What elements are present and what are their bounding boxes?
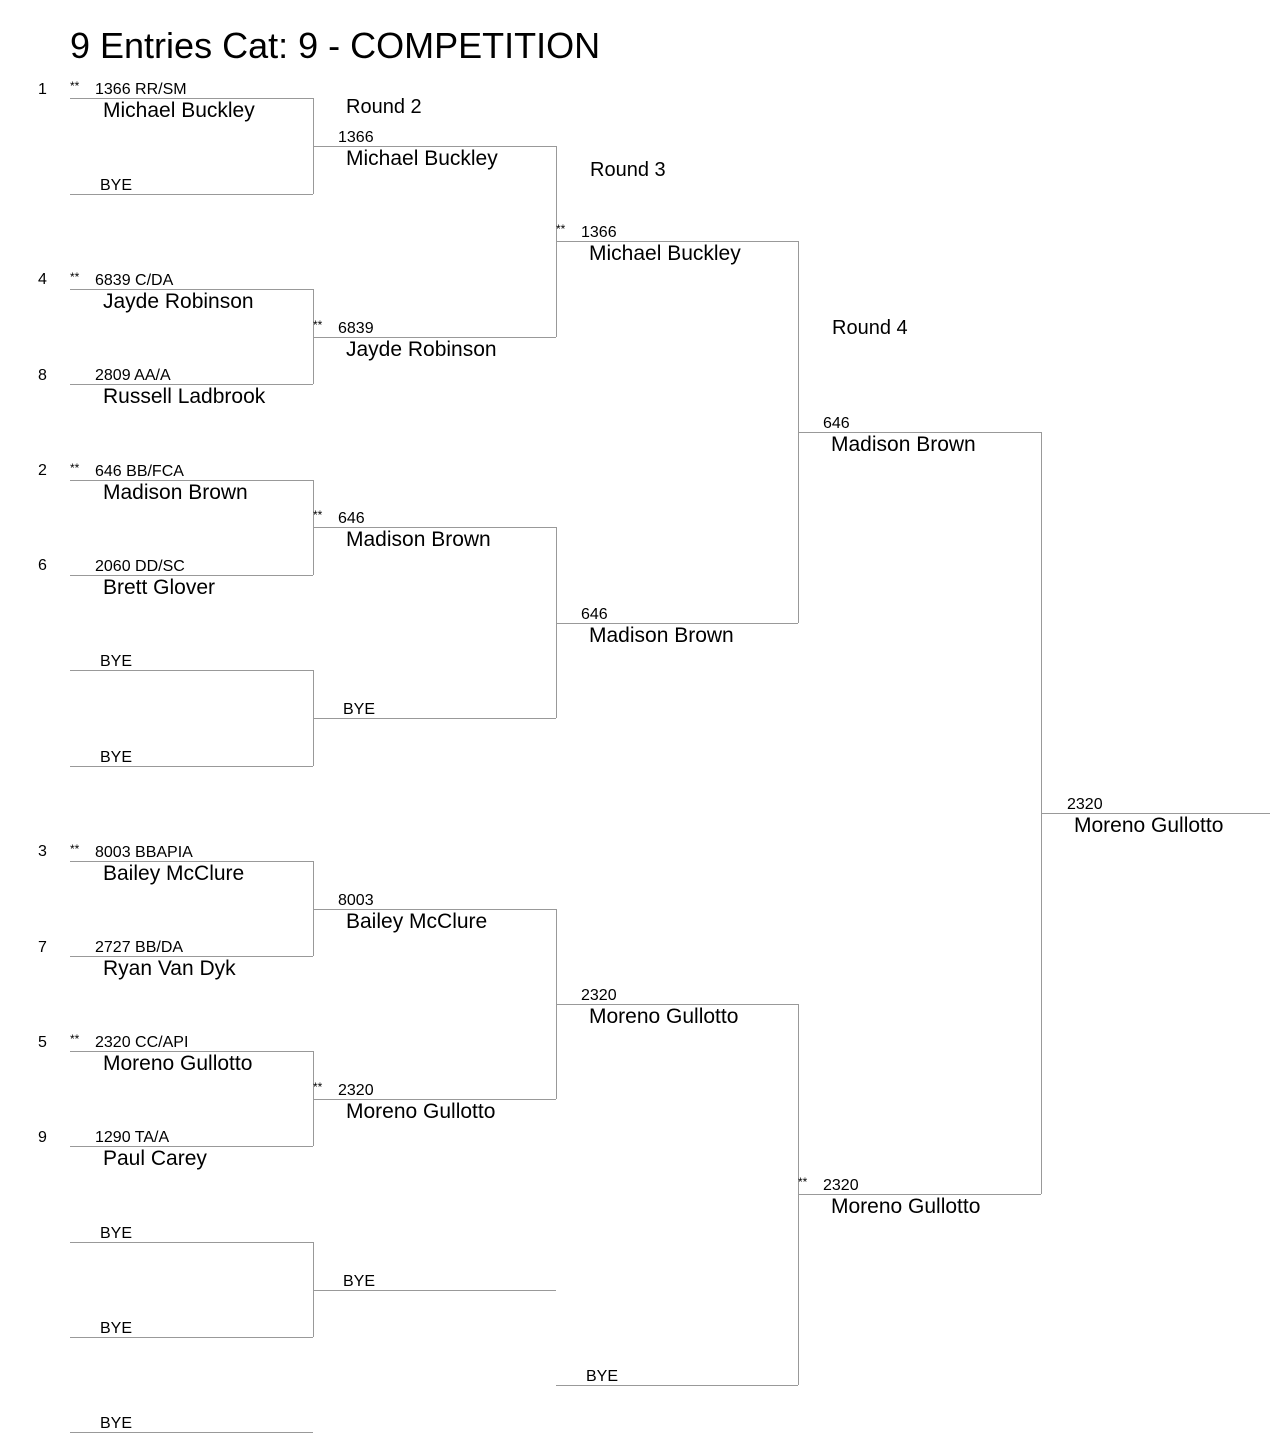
entry-number: 646 <box>581 606 608 623</box>
entry-number: 2727 BB/DA <box>95 939 184 956</box>
seed-marker: ** <box>798 1175 808 1189</box>
player-name: Moreno Gullotto <box>103 1052 253 1075</box>
seed-marker: ** <box>313 1080 323 1094</box>
entry-number: 1366 RR/SM <box>95 81 187 98</box>
bracket-line <box>70 670 313 671</box>
player-name: Jayde Robinson <box>103 290 254 313</box>
seed-marker: ** <box>70 461 80 475</box>
bye-label: BYE <box>100 749 133 766</box>
player-name: Ryan Van Dyk <box>103 957 236 980</box>
champion-name: Moreno Gullotto <box>1074 814 1224 837</box>
seed-number: 9 <box>38 1129 47 1146</box>
page-title: 9 Entries Cat: 9 - COMPETITION <box>70 25 601 66</box>
bracket-line <box>70 1337 313 1338</box>
seed-number: 8 <box>38 367 47 384</box>
entry-number: 2320 <box>581 987 617 1004</box>
player-name: Bailey McClure <box>346 910 488 933</box>
player-name: Paul Carey <box>103 1147 207 1170</box>
seed-number: 7 <box>38 939 47 956</box>
player-name: Madison Brown <box>103 481 248 504</box>
seed-number: 6 <box>38 557 47 574</box>
bracket-line <box>70 1242 313 1243</box>
seed-number: 4 <box>38 271 47 288</box>
seed-marker: ** <box>70 842 80 856</box>
entry-number: 6839 <box>338 320 374 337</box>
entry-number: 8003 <box>338 892 374 909</box>
bracket-line <box>70 194 313 195</box>
bye-label: BYE <box>100 1415 133 1432</box>
entry-number: 2320 <box>338 1082 374 1099</box>
bye-label: BYE <box>586 1368 619 1385</box>
seed-marker: ** <box>70 79 80 93</box>
round-3-heading: Round 3 <box>590 159 666 181</box>
bye-label: BYE <box>343 1273 376 1290</box>
entry-number: 646 BB/FCA <box>95 463 184 480</box>
round-4-heading: Round 4 <box>832 317 908 339</box>
entry-number: 2809 AA/A <box>95 367 171 384</box>
round-2-heading: Round 2 <box>346 96 422 118</box>
entry-number: 1366 <box>581 224 617 241</box>
player-name: Michael Buckley <box>103 99 255 122</box>
player-name: Bailey McClure <box>103 862 245 885</box>
entry-number: 2320 <box>823 1177 859 1194</box>
player-name: Michael Buckley <box>589 242 741 265</box>
bye-label: BYE <box>100 653 133 670</box>
seed-marker: ** <box>313 508 323 522</box>
seed-marker: ** <box>556 222 566 236</box>
player-name: Michael Buckley <box>346 147 498 170</box>
entry-number: 2320 <box>1067 796 1103 813</box>
player-name: Moreno Gullotto <box>346 1100 496 1123</box>
player-name: Russell Ladbrook <box>103 385 266 408</box>
seed-number: 3 <box>38 843 47 860</box>
bracket-line <box>70 766 313 767</box>
player-name: Madison Brown <box>831 433 976 456</box>
entry-number: 1290 TA/A <box>95 1129 170 1146</box>
entry-number: 646 <box>823 415 850 432</box>
player-name: Moreno Gullotto <box>589 1005 739 1028</box>
seed-number: 1 <box>38 81 47 98</box>
seed-marker: ** <box>70 1032 80 1046</box>
player-name: Moreno Gullotto <box>831 1195 981 1218</box>
player-name: Brett Glover <box>103 576 216 599</box>
bye-label: BYE <box>100 1225 133 1242</box>
bracket-line <box>313 1290 556 1291</box>
bye-label: BYE <box>100 177 133 194</box>
seed-marker: ** <box>70 270 80 284</box>
seed-number: 5 <box>38 1034 47 1051</box>
seed-number: 2 <box>38 462 47 479</box>
bracket-line <box>556 1385 798 1386</box>
bye-label: BYE <box>100 1320 133 1337</box>
seed-marker: ** <box>313 318 323 332</box>
bye-label: BYE <box>343 701 376 718</box>
entry-number: 2060 DD/SC <box>95 558 185 575</box>
entry-number: 2320 CC/API <box>95 1034 189 1051</box>
entry-number: 646 <box>338 510 365 527</box>
player-name: Jayde Robinson <box>346 338 497 361</box>
entry-number: 8003 BBAPIA <box>95 844 193 861</box>
entry-number: 6839 C/DA <box>95 272 174 289</box>
player-name: Madison Brown <box>589 624 734 647</box>
entry-number: 1366 <box>338 129 374 146</box>
player-name: Madison Brown <box>346 528 491 551</box>
bracket-line <box>313 718 556 719</box>
